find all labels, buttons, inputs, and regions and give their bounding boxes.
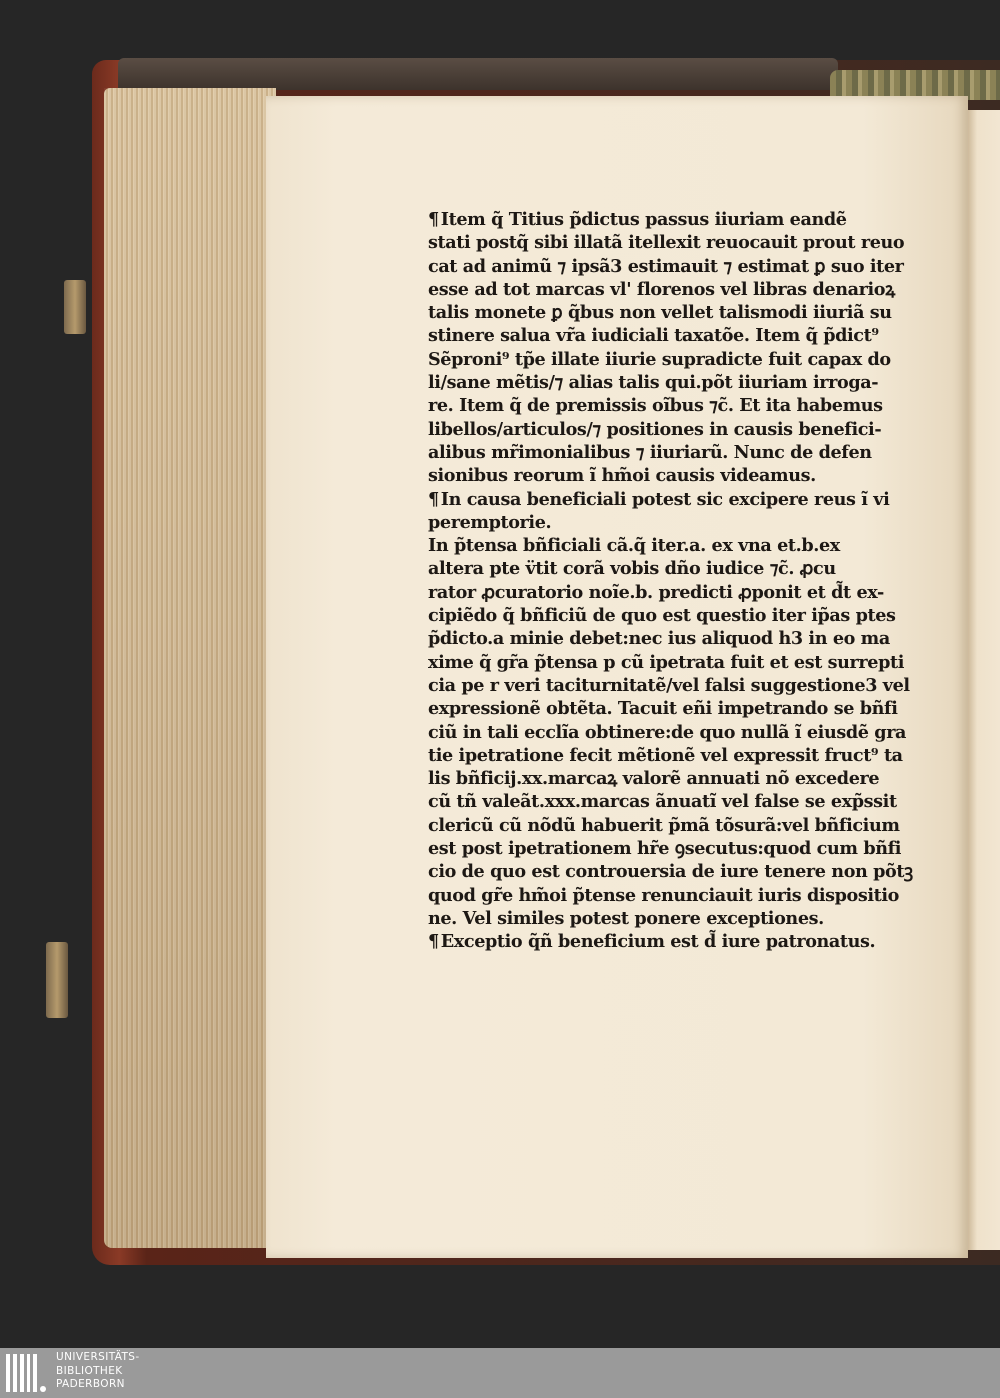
pilcrow-icon: ¶	[428, 931, 439, 953]
text-line-30: quod gr̃e hm̃oi p̃tense renunciauit iuris dispositio	[428, 884, 900, 906]
text-line-19: p̃dicto.a minie debet:nec ius aliquod h3 in eo ma	[428, 628, 890, 650]
text-line-3: cat ad animũ ⁊ ipsã3 estimauit ⁊ estimat ꝑ suo iter	[428, 255, 904, 277]
pilcrow-icon: ¶	[428, 488, 439, 510]
text-line-10: libellos/articulos/⁊ positiones in causis benefici-	[428, 418, 882, 440]
text-line-14: peremptorie.	[428, 511, 552, 533]
text-line-4: esse ad tot marcas vl' florenos vel libras denarioꝝ	[428, 278, 895, 300]
clasp-lower	[46, 942, 68, 1018]
page-edges	[104, 88, 276, 1248]
text-line-24: tie ipetratione fecit mẽtionẽ vel expressit fruct⁹ ta	[428, 744, 903, 766]
page-text	[428, 208, 948, 954]
text-line-23: ciũ in tali ecclĩa obtinere:de quo nullã ĩ eiusdẽ gra	[428, 721, 907, 743]
library-logo-icon	[6, 1354, 46, 1392]
footer-bar	[0, 1348, 1000, 1398]
text-line-15: In p̃tensa bñficiali cã.q̃ iter.a. ex vna et.b.ex	[428, 535, 840, 557]
text-line-20: xime q̃ gr̃a p̃tensa p cũ ipetrata fuit et est surrepti	[428, 651, 904, 673]
text-line-11: alibus mr̃imonialibus ⁊ iiuriarũ. Nunc de defen	[428, 441, 872, 463]
logo-line-1: UNIVERSITÄTS-	[56, 1351, 140, 1363]
text-line-26: cũ tñ valeãt.xxx.marcas ãnuatĩ vel false se exp̃ssit	[428, 791, 897, 813]
text-line-25: lis bñficij.xx.marcaꝝ valorẽ annuati nõ excedere	[428, 768, 880, 790]
text-line-5: talis monete ꝑ q̃bus non vellet talismodi iiuriã su	[428, 302, 892, 324]
logo-line-2: BIBLIOTHEK	[56, 1364, 123, 1377]
pilcrow-icon: ¶	[428, 209, 439, 230]
text-line-18: cipiẽdo q̃ bñficiũ de quo est questio iter ip̃as ptes	[428, 605, 896, 627]
text-line-7: Sẽproni⁹ tp̃e illate iiurie supradicte fuit capax do	[428, 348, 891, 370]
text-line-17: rator ꝓcuratorio noĩe.b. predicti ꝓponit et d̃t ex-	[428, 581, 884, 603]
text-line-13: ¶ In causa beneficiali potest sic excipere reus ĩ vi	[428, 488, 890, 510]
text-line-31: ne. Vel similes potest ponere exceptiones.	[428, 907, 824, 929]
book-cover-top	[118, 58, 838, 90]
text-line-1: ¶ Item q̃ Titius p̃dictus passus iiuriam eandẽ	[428, 209, 847, 230]
library-logo-text	[56, 1351, 140, 1392]
text-line-12: sionibus reorum ĩ hm̃oi causis videamus.	[428, 465, 816, 487]
text-line-9: re. Item q̃ de premissis oĩbus ⁊c̃. Et ita habemus	[428, 395, 883, 417]
text-line-2: stati postq̃ sibi illatã itellexit reuocauit prout reuo	[428, 232, 905, 254]
text-line-28: est post ipetrationem hr̃e ꝯsecutus:quod cum bñfi	[428, 838, 902, 860]
text-line-32: ¶ Exceptio q̃ñ beneficium est d̃ iure patronatus.	[428, 931, 876, 953]
text-line-22: expressionẽ obtẽta. Tacuit eñi impetrando se bñfi	[428, 698, 898, 720]
logo-line-3: PADERBORN	[56, 1378, 125, 1390]
text-line-6: stinere salua vr̃a iudiciali taxatõe. Item q̃ p̃dict⁹	[428, 325, 879, 347]
text-line-16: altera pte v̈tit corã vobis dño iudice ⁊c̃. ꝓcu	[428, 558, 836, 580]
clasp-upper	[64, 280, 86, 334]
text-line-27: clericũ cũ nõdũ habuerit p̃mã tõsurã:vel bñficium	[428, 814, 900, 836]
text-line-8: li/sane mẽtis/⁊ alias talis qui.põt iiuriam irroga-	[428, 372, 879, 394]
text-line-21: cia pe r veri taciturnitatẽ/vel falsi suggestione3 vel	[428, 674, 910, 696]
text-line-29: cio de quo est controuersia de iure tenere non põtꝫ	[428, 861, 913, 883]
